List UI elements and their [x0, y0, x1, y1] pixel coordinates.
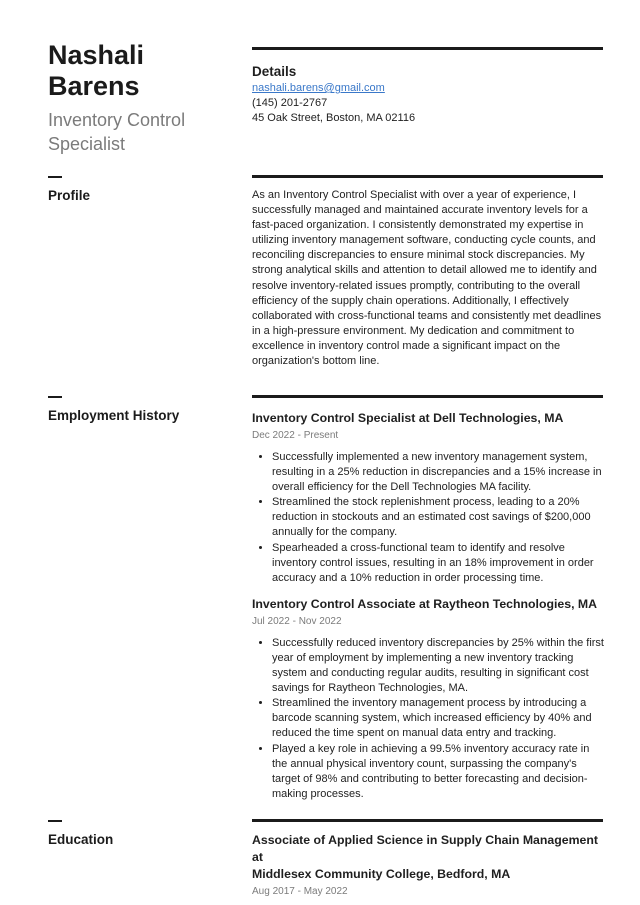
- job-entry: [252, 410, 604, 586]
- profile-label: Profile: [48, 188, 91, 203]
- job-heading: Inventory Control Specialist at Dell Technologies, MA: [252, 411, 564, 425]
- employment-section: [252, 395, 604, 802]
- education-dates: Aug 2017 - May 2022: [252, 886, 348, 897]
- bullet-item: • Spearheaded a cross-functional team to identify and resolve inventory control issues, resulting in an 18% improvement in order accuracy and a 10% reduction in order processing time.: [272, 541, 604, 586]
- title-line-2: Specialist: [48, 134, 126, 154]
- bullet-item: • Played a key role in achieving a 99.5% inventory accuracy rate in the annual physical inventory count, surpassing the company's target of 98% and contributing to better forecasting and decision-making processes.: [272, 742, 604, 802]
- education-heading: [252, 832, 604, 883]
- bullet-item: • Successfully implemented a new inventory management system, resulting in a 25% reduction in discrepancies and a 15% increase in overall efficiency for the Dell Technologies MA facility.: [272, 450, 604, 495]
- name-line-1: Nashali: [48, 40, 145, 70]
- job-dates: Dec 2022 - Present: [252, 430, 339, 441]
- bullet-item: • Successfully reduced inventory discrepancies by 25% within the first year of employment by implementing a new inventory tracking system and conducting regular audits, resulting in significant cost savings for Raytheon Technologies, MA.: [272, 636, 604, 696]
- section-rule: [252, 47, 603, 50]
- education-line-2: Middlesex Community College, Bedford, MA: [252, 867, 511, 881]
- bullet-item: • Streamlined the inventory management process by introducing a barcode scanning system, which increased efficiency by 40% and reduced the time spent on manual data entry and tracking.: [272, 696, 604, 741]
- education-line-1: Associate of Applied Science in Supply Chain Management at: [252, 833, 598, 864]
- education-label-block: [48, 820, 228, 848]
- education-label: Education: [48, 832, 114, 847]
- job-bullets: [252, 450, 604, 586]
- profile-text: As an Inventory Control Specialist with over a year of experience, I successfully managed and maintained accurate inventory levels for a fast-paced organization. I consistently demonstrated my expertise in utilizing inventory management software, conducting cycle counts, and reconciling discrepancies to ensure minimal stock discrepancies. My strong analytical skills and attention to detail allowed me to identify and resolve inventory-related issues promptly, contributing to the overall efficiency of the supply chain operations. Additionally, I effectively collaborated with cross-functional teams and consistently met deadlines in a high-pressure environment. My dedication and commitment to excellence in inventory control made a significant impact on the organization's bottom line.: [252, 189, 602, 368]
- job-heading: Inventory Control Associate at Raytheon Technologies, MA: [252, 596, 598, 611]
- title-line-1: Inventory Control: [48, 110, 186, 130]
- section-rule: [252, 175, 603, 178]
- job-title: [48, 108, 228, 156]
- email-link[interactable]: nashali.barens@gmail.com: [252, 82, 385, 94]
- profile-section: [252, 175, 604, 369]
- details-heading: Details: [252, 64, 297, 79]
- name-block: [48, 40, 228, 156]
- job-entry: [252, 596, 604, 802]
- name-line-2: Barens: [48, 71, 140, 101]
- job-bullets: [252, 636, 604, 802]
- education-section: [252, 819, 604, 899]
- candidate-name: [48, 40, 228, 102]
- section-rule: [252, 395, 603, 398]
- address: 45 Oak Street, Boston, MA 02116: [252, 112, 416, 124]
- job-dates: Jul 2022 - Nov 2022: [252, 615, 342, 627]
- employment-label: Employment History: [48, 408, 180, 423]
- section-dash: [48, 820, 62, 822]
- details-section: [252, 47, 604, 126]
- employment-label-block: [48, 396, 228, 424]
- section-dash: [48, 176, 62, 178]
- section-rule: [252, 819, 603, 822]
- bullet-item: • Streamlined the stock replenishment process, leading to a 20% reduction in stockouts and an estimated cost savings of $200,000 annually for the company.: [272, 495, 604, 540]
- profile-label-block: [48, 176, 228, 204]
- phone-number: (145) 201-2767: [252, 97, 328, 109]
- section-dash: [48, 396, 62, 398]
